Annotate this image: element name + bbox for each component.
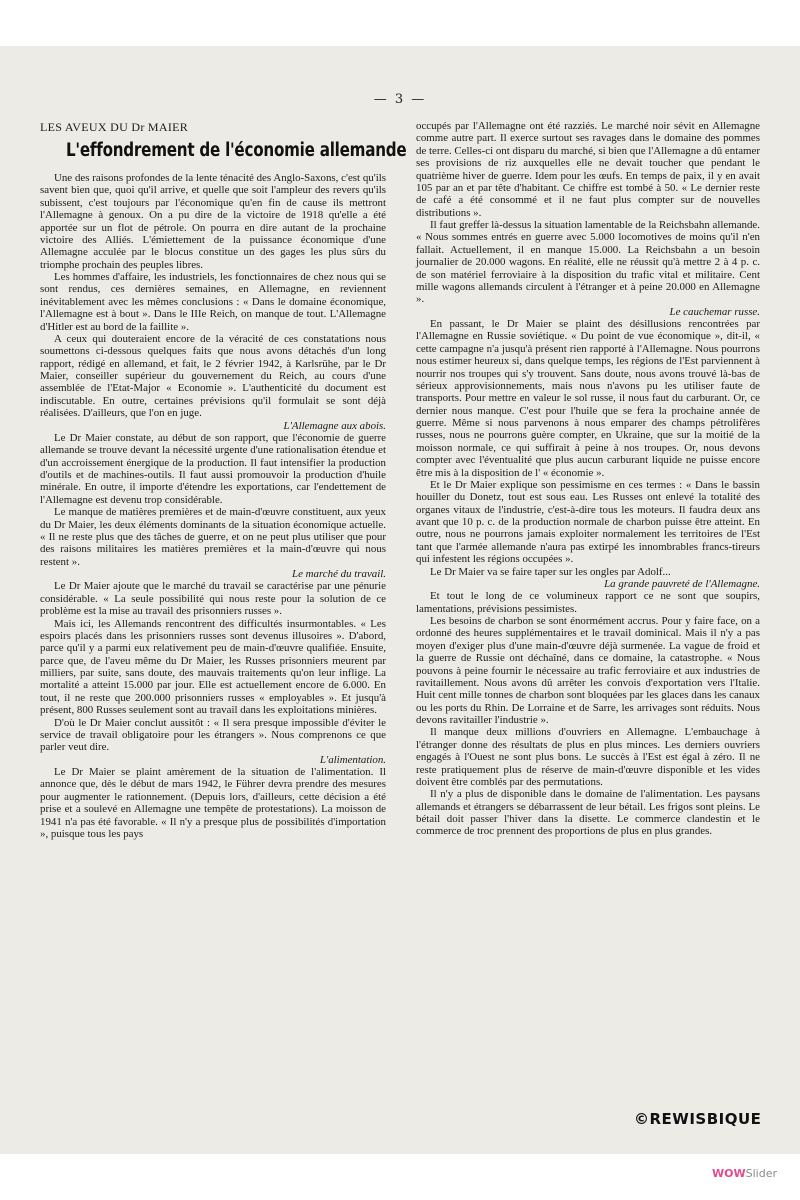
body-paragraph: Mais ici, les Allemands rencontrent des difficultés insurmontables. « Les espoirs placés dans les prisonniers russes sont devenus illusoires ». D'abord, parce qu'il y a parmi eux relativement peu de main-d'œuvre qualifiée. Ensuite, parce que, de l'aveu même du Dr Maier, les Russes prisonniers meurent par milliers, par suite, sans doute, des mauvais traitements qu'on leur inflige. La mortalité a atteint 15.000 par jour. Elle est actuellement encore de 6.000. En tout, il ne reste que 200.000 prisonniers russes « employables ». Et jusqu'à présent, 800 Russes seulement sont au travail dans les exploitations minières. xyxy=(40,617,386,717)
body-paragraph: D'où le Dr Maier conclut aussitôt : « Il sera presque impossible d'éviter le service de travail obligatoire pour les étrangers ». Nous comprenons ce que parler veut dire. xyxy=(40,716,386,754)
copyright-watermark: ©REWISBIQUE xyxy=(634,1110,762,1128)
body-paragraph: Le Dr Maier se plaint amèrement de la situation de l'alimentation. Il annonce que, dès le début de mars 1942, le Führer devra prendre des mesures pour augmenter le rationnement. (Depuis lors, d'ailleurs, cette décision a été prise et a soulevé en Allemagne une tempête de protestations). La moisson de 1941 n'a pas été favorable. « Il n'y a presque plus de possibilités d'importation », puisque tous les pays xyxy=(40,766,386,840)
body-paragraph: Il n'y a plus de disponible dans le domaine de l'alimentation. Les paysans allemands et étrangers se débarrassent de leur bétail. Les frigos sont pleins. Le bétail doit passer l'hiver dans la disette. Le commerce clandestin et le commerce de troc prennent des proportions de plus en plus grandes. xyxy=(416,788,760,838)
left-column-body xyxy=(40,172,386,840)
body-paragraph: Et tout le long de ce volumineux rapport ce ne sont que soupirs, lamentations, prévisions pessimistes. xyxy=(416,590,760,615)
left-column xyxy=(40,120,407,840)
body-paragraph: Il manque deux millions d'ouvriers en Allemagne. L'embauchage à l'étranger donne des résultats de plus en plus minces. Les derniers ouvriers engagés à l'Ouest ne sont plus bons. Le succès à l'Est est égal à zéro. Il ne reste pratiquement plus de réserve de main-d'œuvre disponible et les vides doivent être comblés par des permutations. xyxy=(416,726,760,788)
body-paragraph: Le Dr Maier constate, au début de son rapport, que l'économie de guerre allemande se trouve devant la nécessité urgente d'une rationalisation étendue et d'un accroissement énergique de la production. Il faut intensifier la production d'outils et de machines-outils. Il faut aussi promouvoir la production d'huile minérale. En outre, il importe d'étendre les exportations, car l'endettement de l'Allemagne est devenu trop considérable. xyxy=(40,431,386,506)
body-paragraph: Le Dr Maier va se faire taper sur les ongles par Adolf... xyxy=(430,565,671,578)
section-subheading: L'alimentation. xyxy=(319,753,386,766)
page-number: — 3 — xyxy=(373,92,427,107)
body-paragraph: A ceux qui douteraient encore de la véracité de ces constatations nous soumettons ci-dessous quelques faits que nous avons détachés d'un long rapport, rédigé en allemand, et fait, le 2 février 1942, à Karlsrühe, par le Dr Maier, conseiller supérieur du gouvernement du Reich, au cours d'une assemblée de l'Etat-Major « Economie ». L'authenticité du document est indiscutable. En outre, certaines prévisions qu'il formulait se sont déjà réalisées. D'ailleurs, que l'on en juge. xyxy=(40,332,386,420)
wowslider-logo-wow: WOW xyxy=(712,1167,746,1180)
body-paragraph: En passant, le Dr Maier se plaint des désillusions rencontrées par l'Allemagne en Russie soviétique. « Du point de vue économique », dit-il, « cette campagne n'a jusqu'à présent rien rapporté à l'Allemagne. Nous pourrons nous estimer heureux si, dans quelque temps, les régions de l'Est parviennent à nourrir nos troupes qui s'y trouvent. Sans doute, nous avons trouvé là-bas de sérieux approvisionnements, mais nous n'avons pu les utiliser faute de transports. Pour mettre en valeur le sol russe, il nous faut du carburant. Or, ce dernier nous manque. C'est pour l'huile que se fera la prochaine année de guerre. Même si nous parvenons à nous emparer des champs pétrolifères russes, nous ne pourrons guère compter, en Ukraine, que sur la moitié de la moisson normale, ce qui suffirait à peine à nos troupes. Or, nous devons compter avec l'éventualité que plus aucun carburant liquide ne puisse encore être mis à la disposition de l' « économie ». xyxy=(416,318,760,479)
article-headline: L'effondrement de l'économie allemande xyxy=(66,140,407,161)
body-paragraph: Il faut greffer là-dessus la situation lamentable de la Reichsbahn allemande. « Nous sommes entrés en guerre avec 5.000 locomotives de moins qu'il n'en fallait. Actuellement, il en manque 15.000. La Reichsbahn a un besoin journalier de 20.000 wagons. En réalité, elle ne réussit qu'à mettre 2 à 4 p. c. de son matériel ferroviaire à la disposition du trafic vital et militaire. Cent mille wagons allemands circulent à l'étranger et à peine 20.000 en Allemagne ». xyxy=(416,219,760,306)
body-paragraph: Les hommes d'affaire, les industriels, les fonctionnaires de chez nous qui se sont rendus, ces dernières semaines, en Allemagne, en reviennent inévitablement avec les mêmes conclusions : « Dans le domaine économique, l'Allemagne est à bout ». Dans le IIIe Reich, on manque de tout. L'Allemagne d'Hitler est au bord de la faillite ». xyxy=(40,271,386,333)
wowslider-logo-slider: Slider xyxy=(745,1167,777,1180)
right-column xyxy=(416,120,760,838)
wowslider-logo xyxy=(712,1164,782,1184)
body-paragraph: Le manque de matières premières et de main-d'œuvre constituent, aux yeux du Dr Maier, les deux éléments dominants de la situation économique actuelle. « Il ne reste plus que des tâches de guerre, et on ne peut plus utiliser que pour des raisons militaires les matières premières et la main-d'œuvre qui nous restent ». xyxy=(40,506,386,568)
body-paragraph: Une des raisons profondes de la lente ténacité des Anglo-Saxons, c'est qu'ils savent bien que, quoi qu'il arrive, et quelle que soit l'ampleur des revers qu'ils subissent, c'est toujours par l'économique qu'en fin de cause ils mettront l'Allemagne à genoux. On a pu dire de la victoire de 1918 qu'elle a été apportée sur un flot de pétrole. On pourra en dire autant de la prochaine victoire des Alliés. L'émiettement de la puissance économique d'une Allemagne acculée par le blocus constitue un des gages les plus sûrs du triomphe prochain des peuples libres. xyxy=(40,172,386,271)
right-column-body xyxy=(416,120,760,838)
section-subheading: La grande pauvreté de l'Allemagne. xyxy=(604,577,760,590)
section-subheading: Le marché du travail. xyxy=(292,568,386,580)
body-paragraph: occupés par l'Allemagne ont été razziés. Le marché noir sévit en Allemagne comme autre part. Il exerce surtout ses ravages dans le domaine des pommes de terre. Celles-ci ont disparu du marché, si bien que l'Allemagne a dû entamer ses provisions de riz auxquelles elle ne devait toucher que pendant le quatrième hiver de guerre. Idem pour les œufs. En temps de paix, il y en avait 105 par an et par tête d'habitant. Ce chiffre est tombé à 50. « Le dernier reste de café a été consommé et il ne faut plus compter sur de nouvelles distributions ». xyxy=(416,120,760,219)
section-subheading: Le cauchemar russe. xyxy=(669,305,760,318)
body-paragraph: Les besoins de charbon se sont énormément accrus. Pour y faire face, on a ordonné des heures supplémentaires et le travail dominical. Mais il n'y a pas moyen d'exiger plus d'une main-d'œuvre déjà surmenée. La vague de froid et la guerre de Russie ont déchaîné, dans ce domaine, la catastrophe. « Nous pouvons à peine fournir le nécessaire au trafic ferroviaire et aux industries de ravitaillement. Nous avons dû arrêter les convois d'exportation vers l'Italie. Huit cent mille tonnes de charbon sont bloquées par les glaces dans les canaux ou les ports du Rhin. De Lorraine et de Sarre, les arrivages sont réduits. Nous devons ravitailler l'industrie ». xyxy=(416,615,760,726)
section-subheading: L'Allemagne aux abois. xyxy=(283,419,386,432)
body-paragraph: Et le Dr Maier explique son pessimisme en ces termes : « Dans le bassin houiller du Donetz, tout est sous eau. Les Russes ont enlevé la totalité des organes vitaux de l'industrie, c'est-à-dire tous les moteurs. Il faudra deux ans avant que 10 p. c. de la production normale de charbon puisse être atteint. En outre, nous ne pourrons jamais exploiter normalement les territoires de l'Est tant que l'armée allemande n'aura pas extirpé les innombrables francs-tireurs qui infestent les régions occupées ». xyxy=(416,478,760,566)
article-kicker: LES AVEUX DU Dr MAIER xyxy=(40,120,189,134)
body-paragraph: Le Dr Maier ajoute que le marché du travail se caractérise par une pénurie considérable. « La seule possibilité qui nous reste pour la solution de ce problème est la mise au travail des prisonniers russes ». xyxy=(40,580,386,618)
